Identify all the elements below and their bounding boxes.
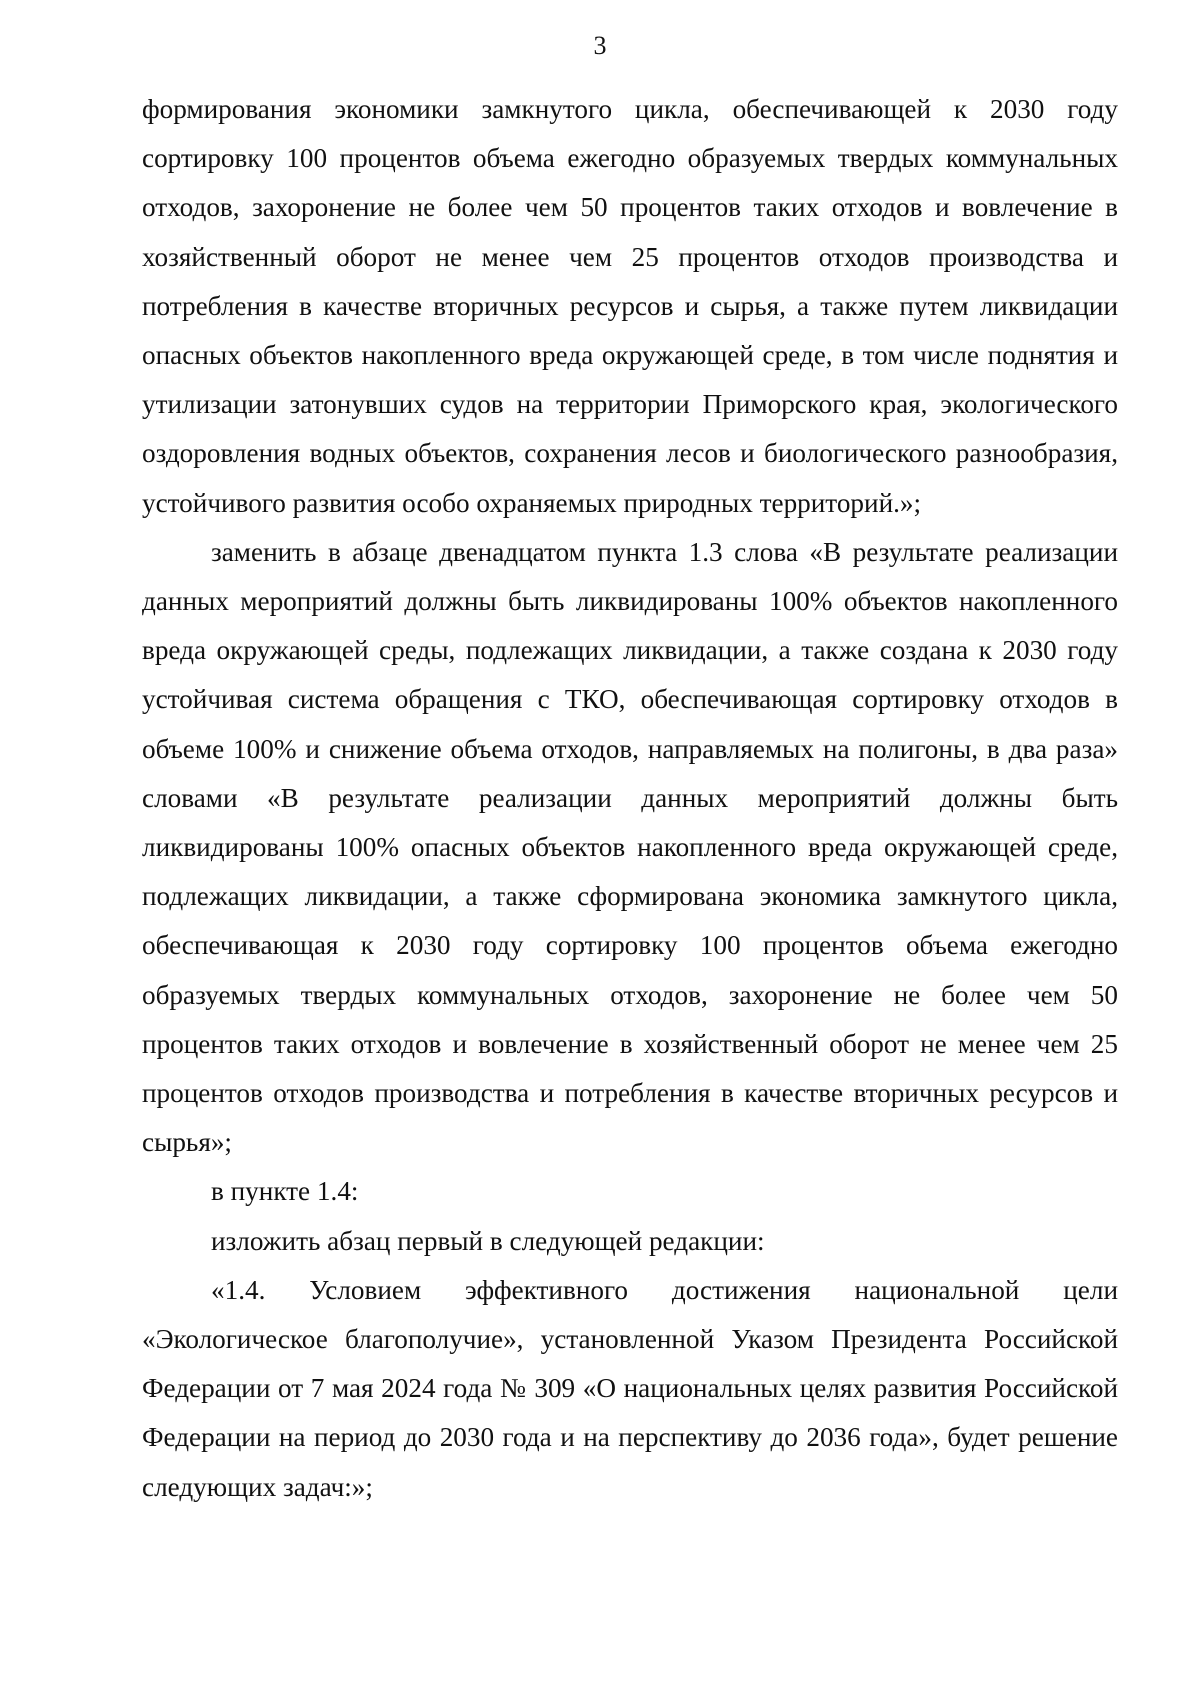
paragraph-1: формирования экономики замкнутого цикла, обеспечивающей к 2030 году сортировку 100 процентов объема ежегодно образуемых твердых коммунальных отходов, захоронение не более чем 50 процентов таких отходов и вовлечение в хозяйственный оборот не менее чем 25 процентов отходов производства и потребления в качестве вторичных ресурсов и сырья, а также путем ликвидации опасных объектов накопленного вреда окружающей среде, в том числе поднятия и утилизации затонувших судов на территории Приморского края, экологического оздоровления водных объектов, сохранения лесов и биологического разнообразия, устойчивого развития особо охраняемых природных территорий.»; — [142, 94, 1118, 518]
page-number: 3 — [593, 31, 607, 60]
paragraph-4: изложить абзац первый в следующей редакции: — [211, 1225, 765, 1256]
document-body — [142, 85, 1118, 1512]
paragraph-5: «1.4. Условием эффективного достижения национальной цели «Экологическое благополучие», установленной Указом Президента Российской Федерации от 7 мая 2024 года № 309 «О национальных целях развития Российской Федерации на период до 2030 года и на перспективу до 2036 года», будет решение следующих задач:»; — [142, 1274, 1118, 1502]
paragraph-3: в пункте 1.4: — [211, 1176, 359, 1207]
paragraph-2: заменить в абзаце двенадцатом пункта 1.3 слова «В результате реализации данных мероприятий должны быть ликвидированы 100% объектов накопленного вреда окружающей среды, подлежащих ликвидации, а также создана к 2030 году устойчивая система обращения с ТКО, обеспечивающая сортировку отходов в объеме 100% и снижение объема отходов, направляемых на полигоны, в два раза» словами «В результате реализации данных мероприятий должны быть ликвидированы 100% опасных объектов накопленного вреда окружающей среде, подлежащих ликвидации, а также сформирована экономика замкнутого цикла, обеспечивающая к 2030 году сортировку 100 процентов объема ежегодно образуемых твердых коммунальных отходов, захоронение не более чем 50 процентов таких отходов и вовлечение в хозяйственный оборот не менее чем 25 процентов отходов производства и потребления в качестве вторичных ресурсов и сырья»; — [142, 536, 1118, 1158]
